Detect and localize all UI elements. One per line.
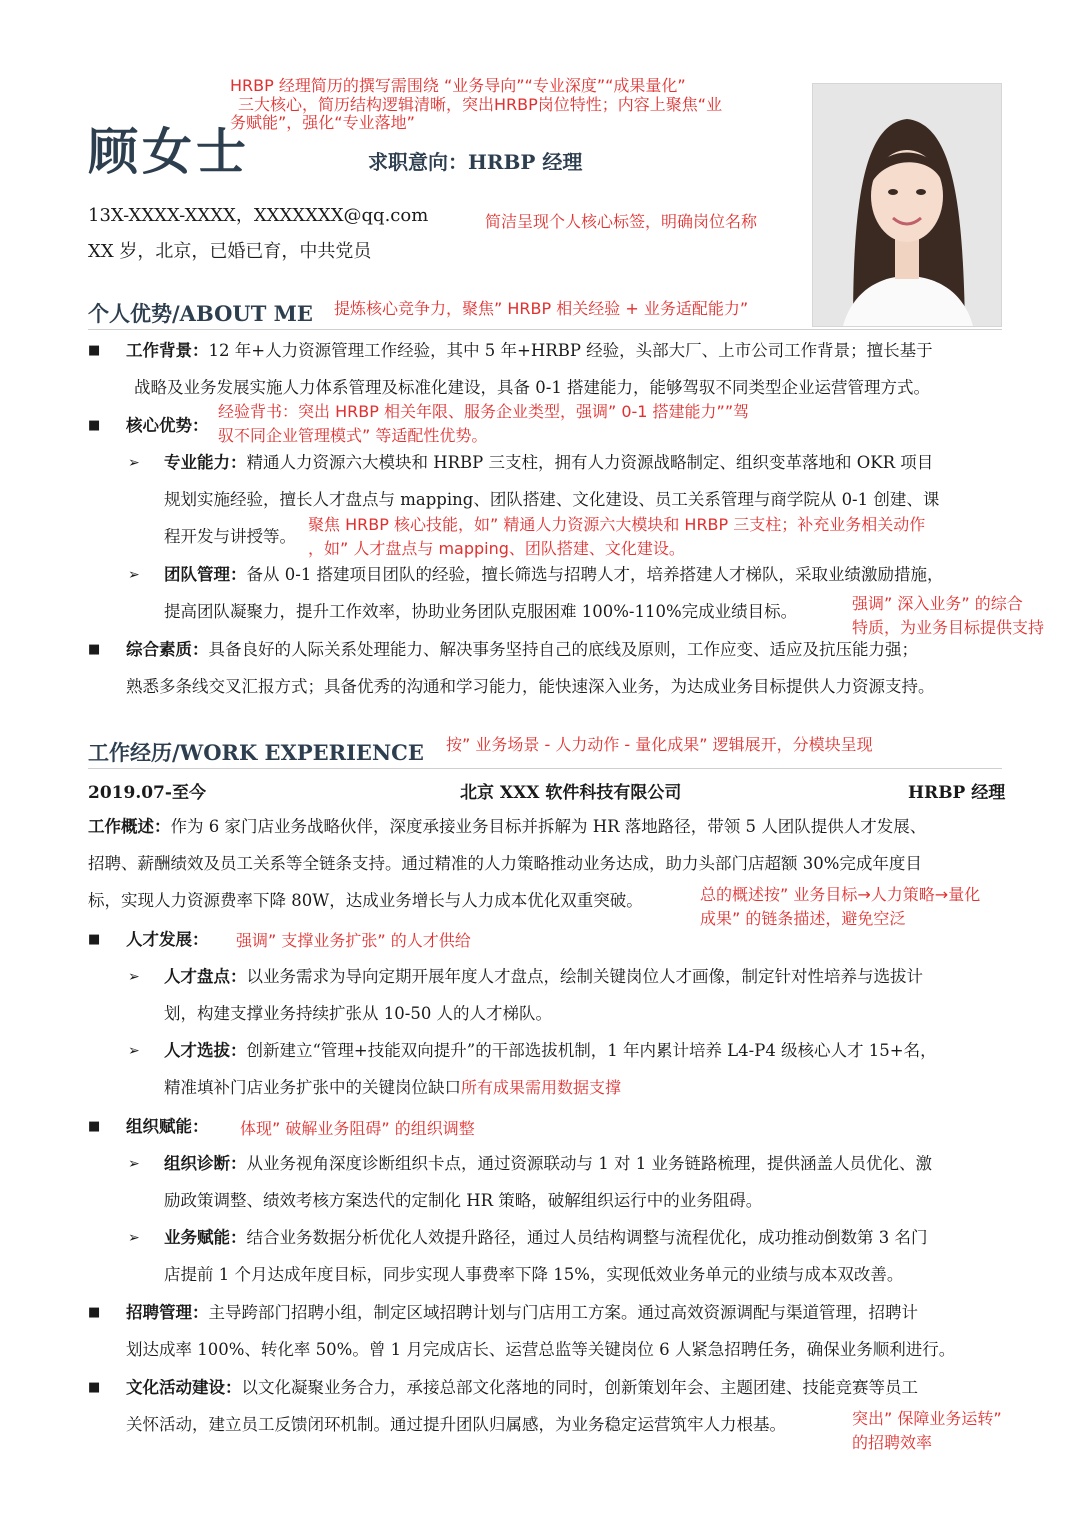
note-team-line1: 强调” 深入业务” 的综合 xyxy=(852,594,1023,613)
note-skill-line1: 聚焦 HRBP 核心技能，如” 精通人力资源六大模块和 HRBP 三支柱；补充业务相关动作 xyxy=(308,515,926,534)
talent-select-item xyxy=(164,1039,937,1063)
bullet-square-icon: ■ xyxy=(88,418,101,433)
candidate-name: 顾女士 xyxy=(88,122,250,181)
bullet-square-icon: ■ xyxy=(88,343,101,358)
org-diagnosis-label: 组织诊断： xyxy=(164,1154,247,1173)
job-position: HRBP 经理 xyxy=(908,783,1006,803)
note-skill-line2: ，如” 人才盘点与 mapping、团队搭建、文化建设。 xyxy=(308,539,685,558)
note-work: 按” 业务场景 - 人力动作 - 量化成果” 逻辑展开，分模块呈现 xyxy=(446,735,873,754)
team-label: 团队管理： xyxy=(164,565,247,584)
overview-text: 作为 6 家门店业务战略伙伴，深度承接业务目标并拆解为 HR 落地路径，带领 5 人团队提供人才发展、 xyxy=(170,817,927,836)
recruit-text-line2: 划达成率 100%、转化率 50%。曾 1 月完成店长、运营总监等关键岗位 6 人紧急招聘任务，确保业务顺利进行。 xyxy=(126,1340,956,1359)
team-text: 备从 0-1 搭建项目团队的经验，擅长筛选与招聘人才，培养搭建人才梯队，采取业绩激励措施， xyxy=(246,565,944,584)
skill-item xyxy=(164,451,933,475)
team-item xyxy=(164,563,944,587)
overall-label: 综合素质： xyxy=(126,640,209,659)
business-enable-text-line2: 店提前 1 个月达成年度目标，同步实现人事费率下降 15%，实现低效业务单元的业绩与成本双改善。 xyxy=(164,1265,904,1284)
recruit-item xyxy=(126,1301,918,1325)
note-recruit-line1: 突出” 保障业务运转” xyxy=(852,1409,1002,1428)
note-core-line2: 驭不同企业管理模式” 等适配性优势。 xyxy=(218,426,488,445)
skill-text-line2: 规划实施经验，擅长人才盘点与 mapping、团队搭建、文化建设、员工关系管理与商学院从 0-1 创建、课 xyxy=(164,490,940,509)
about-background xyxy=(126,339,933,363)
work-overview xyxy=(88,815,926,839)
talent-review-text-line2: 划，构建支撑业务持续扩张从 10-50 人的人才梯队。 xyxy=(164,1004,553,1023)
arrow-bullet-icon: ➢ xyxy=(128,1043,140,1059)
overall-quality xyxy=(126,638,918,662)
bullet-square-icon: ■ xyxy=(88,932,101,947)
talent-select-text: 创新建立“管理+技能双向提升”的干部选拔机制，1 年内累计培养 L4-P4 级核心人才 15+名， xyxy=(246,1041,937,1060)
talent-select-label: 人才选拔： xyxy=(164,1041,247,1060)
culture-label: 文化活动建设： xyxy=(126,1378,242,1397)
culture-item xyxy=(126,1376,918,1400)
arrow-bullet-icon: ➢ xyxy=(128,567,140,583)
note-recruit-line2: 的招聘效率 xyxy=(852,1433,933,1452)
note-top-line2: 三大核心，简历结构逻辑清晰，突出HRBP岗位特性；内容上聚焦“业 xyxy=(238,95,723,114)
talent-review-text: 以业务需求为导向定期开展年度人才盘点，绘制关键岗位人才画像，制定针对性培养与选拔计 xyxy=(246,967,923,986)
talent-dev-label: 人才发展： xyxy=(126,930,209,949)
portrait-icon xyxy=(813,84,1001,326)
note-core-line1: 经验背书：突出 HRBP 相关年限、服务企业类型，强调” 0-1 搭建能力””驾 xyxy=(218,402,750,421)
note-team-line2: 特质，为业务目标提供支持 xyxy=(852,618,1045,637)
recruit-label: 招聘管理： xyxy=(126,1303,209,1322)
org-diagnosis-item xyxy=(164,1152,932,1176)
overview-label: 工作概述： xyxy=(88,817,171,836)
contact-info: 13X-XXXX-XXXX，XXXXXXX@qq.com xyxy=(88,205,429,226)
job-intent: 求职意向：HRBP 经理 xyxy=(368,150,583,174)
talent-select-text2: 精准填补门店业务扩张中的关键岗位缺口 xyxy=(164,1078,461,1097)
skill-text: 精通人力资源六大模块和 HRBP 三支柱，拥有人力资源战略制定、组织变革落地和 OKR 项目 xyxy=(246,453,934,472)
about-section-title: 个人优势/ABOUT ME xyxy=(88,301,313,326)
note-top-line1: HRBP 经理简历的撰写需围绕 “业务导向”“专业深度”“成果量化” xyxy=(230,76,686,95)
job-company: 北京 XXX 软件科技有限公司 xyxy=(460,783,682,803)
talent-review-item xyxy=(164,965,923,989)
bullet-square-icon: ■ xyxy=(88,1305,101,1320)
note-talent: 强调” 支撑业务扩张” 的人才供给 xyxy=(236,931,471,950)
note-tags: 简洁呈现个人核心标签，明确岗位名称 xyxy=(485,212,758,231)
arrow-bullet-icon: ➢ xyxy=(128,455,140,471)
note-top-line3: 务赋能”，强化“专业落地” xyxy=(230,113,415,132)
note-about: 提炼核心竞争力，聚焦” HRBP 相关经验 + 业务适配能力” xyxy=(334,299,749,318)
org-diagnosis-text-line2: 励政策调整、绩效考核方案迭代的定制化 HR 策略，破解组织运行中的业务阻碍。 xyxy=(164,1191,763,1210)
skill-text-line3: 程开发与讲授等。 xyxy=(164,527,296,546)
talent-select-text-line2 xyxy=(164,1076,621,1100)
work-divider xyxy=(88,768,1002,769)
culture-text: 以文化凝聚业务合力，承接总部文化落地的同时，创新策划年会、主题团建、技能竞赛等员工 xyxy=(241,1378,918,1397)
bullet-square-icon: ■ xyxy=(88,1119,101,1134)
business-enable-item xyxy=(164,1226,928,1250)
background-text-line2: 战略及业务发展实施人力体系管理及标准化建设，具备 0-1 搭建能力，能够驾驭不同类型企业运营管理方式。 xyxy=(134,378,931,397)
recruit-text: 主导跨部门招聘小组，制定区域招聘计划与门店用工方案。通过高效资源调配与渠道管理，招聘计 xyxy=(208,1303,918,1322)
business-enable-label: 业务赋能： xyxy=(164,1228,247,1247)
note-overview-line2: 成果” 的链条描述，避免空泛 xyxy=(700,909,906,928)
job-period: 2019.07-至今 xyxy=(88,783,206,803)
team-text-line2: 提高团队凝聚力，提升工作效率，协助业务团队克服困难 100%-110%完成业绩目标。 xyxy=(164,602,798,621)
arrow-bullet-icon: ➢ xyxy=(128,969,140,985)
talent-review-label: 人才盘点： xyxy=(164,967,247,986)
work-section-title: 工作经历/WORK EXPERIENCE xyxy=(88,740,424,765)
bullet-square-icon: ■ xyxy=(88,642,101,657)
overall-text: 具备良好的人际关系处理能力、解决事务坚持自己的底线及原则，工作应变、适应及抗压能力强； xyxy=(208,640,918,659)
personal-info: XX 岁，北京，已婚已育，中共党员 xyxy=(88,241,372,262)
overview-text-line3: 标，实现人力资源费率下降 80W，达成业务增长与人力成本优化双重突破。 xyxy=(88,891,643,910)
bullet-square-icon: ■ xyxy=(88,1380,101,1395)
org-diagnosis-text: 从业务视角深度诊断组织卡点，通过资源联动与 1 对 1 业务链路梳理，提供涵盖人员优化、激 xyxy=(246,1154,932,1173)
skill-label: 专业能力： xyxy=(164,453,247,472)
culture-text-line2: 关怀活动，建立员工反馈闭环机制。通过提升团队归属感，为业务稳定运营筑牢人力根基。 xyxy=(126,1415,786,1434)
note-overview-line1: 总的概述按” 业务目标→人力策略→量化 xyxy=(700,885,981,904)
business-enable-text: 结合业务数据分析优化人效提升路径，通过人员结构调整与流程优化，成功推动倒数第 3 名门 xyxy=(246,1228,928,1247)
overview-text-line2: 招聘、薪酬绩效及员工关系等全链条支持。通过精准的人力策略推动业务达成，助力头部门店超额 30%完成年度目 xyxy=(88,854,922,873)
org-enable-label: 组织赋能： xyxy=(126,1117,209,1136)
arrow-bullet-icon: ➢ xyxy=(128,1156,140,1172)
background-label: 工作背景： xyxy=(126,341,209,360)
note-data: 所有成果需用数据支撑 xyxy=(461,1078,622,1097)
about-divider xyxy=(88,329,1002,330)
overall-text-line2: 熟悉多条线交叉汇报方式；具备优秀的沟通和学习能力，能快速深入业务，为达成业务目标提供人力资源支持。 xyxy=(126,677,935,696)
note-org: 体现” 破解业务阻碍” 的组织调整 xyxy=(240,1119,475,1138)
arrow-bullet-icon: ➢ xyxy=(128,1230,140,1246)
core-advantage-label: 核心优势： xyxy=(126,416,209,435)
portrait-photo xyxy=(812,83,1002,327)
background-text: 12 年+人力资源管理工作经验，其中 5 年+HRBP 经验，头部大厂、上市公司工作背景；擅长基于 xyxy=(208,341,933,360)
